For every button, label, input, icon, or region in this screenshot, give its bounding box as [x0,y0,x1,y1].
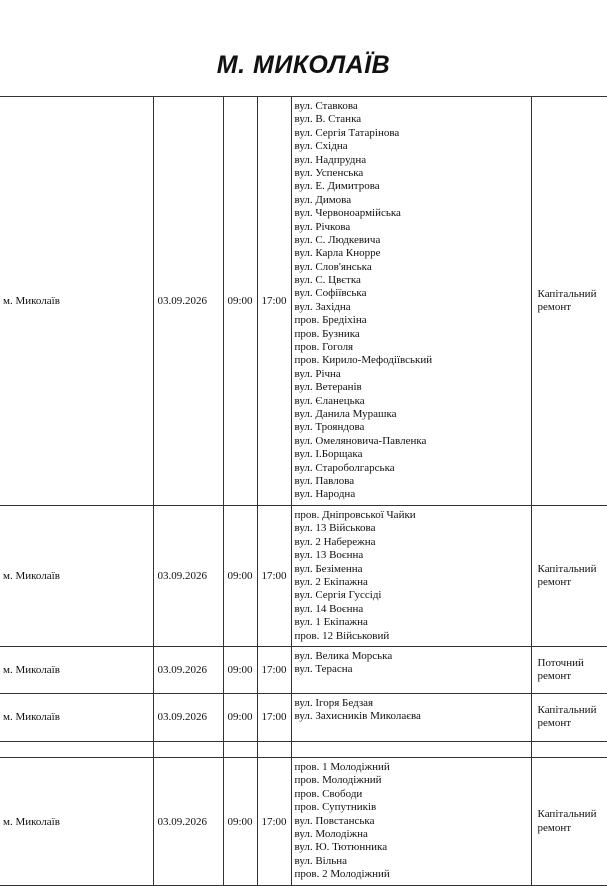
date-cell: 03.09.2026 [153,97,223,506]
start-time-cell: 09:00 [223,693,257,741]
street-item: вул. Східна [294,140,348,153]
streets-cell [291,693,531,741]
empty-cell [0,741,153,757]
street-item: вул. Софіївська [294,287,367,300]
page-title: М. МИКОЛАЇВ [216,51,391,79]
end-time-cell: 17:00 [257,506,291,647]
street-item: вул. Народна [294,488,356,501]
street-item: вул. Терасна [294,663,353,676]
streets-cell [291,646,531,693]
date-cell: 03.09.2026 [153,506,223,647]
start-time-cell: 09:00 [223,97,257,506]
street-item: вул. Захисників Миколаєва [294,710,421,723]
street-item: пров. 1 Молодіжний [294,761,390,773]
city-cell: м. Миколаїв [0,646,153,693]
street-item: вул. С. Цвєтка [294,274,361,287]
street-item: пров. 2 Молодіжний [294,868,390,881]
street-item: вул. 13 Воєнна [294,549,364,562]
street-item: вул. Надпрудна [294,153,367,166]
table-row [0,506,607,647]
city-cell: м. Миколаїв [0,693,153,741]
empty-cell [257,741,291,757]
date-cell: 03.09.2026 [153,646,223,693]
street-item: вул. 14 Воєнна [294,602,364,615]
street-item: пров. 12 Військовий [294,629,390,642]
street-item: пров. Кирило-Мефодіївський [294,354,433,367]
street-item: вул. І.Борщака [294,448,363,461]
streets-cell [291,97,531,506]
street-item: вул. Староболгарська [294,461,395,474]
street-item: вул. Червоноармійська [294,207,401,220]
date-cell: 03.09.2026 [153,693,223,741]
street-item: пров. Свободи [294,787,363,800]
start-time-cell: 09:00 [223,506,257,647]
street-item: вул. 2 Екіпажна [294,575,368,588]
street-item: вул. 2 Набережна [294,535,376,548]
streets-cell [291,506,531,647]
street-item: вул. 1 Екіпажна [294,616,368,629]
table-row [0,693,607,741]
street-item: вул. В. Станка [294,113,362,126]
street-item: вул. Успенська [294,166,364,179]
outage-table-main [0,96,607,758]
street-item: вул. Димова [294,193,352,206]
work-type-cell: Капітальний ремонт [531,758,607,886]
street-item: вул. Повстанська [294,814,375,827]
street-item: вул. Річна [294,367,341,380]
street-item: вул. Єланецька [294,394,365,407]
street-item: вул. Вільна [294,854,347,867]
street-item: пров. Бредіхіна [294,314,367,327]
start-time-cell: 09:00 [223,758,257,886]
end-time-cell: 17:00 [257,758,291,886]
street-item: вул. Ветеранів [294,381,362,394]
street-item: вул. Карла Кнорре [294,247,381,260]
street-item: вул. Велика Морська [294,649,393,662]
city-cell: м. Миколаїв [0,97,153,506]
street-item: вул. Ставкова [294,100,358,112]
street-item: пров. Дніпровської Чайки [294,509,416,521]
street-item: вул. Молодіжна [294,827,368,840]
start-time-cell: 09:00 [223,646,257,693]
end-time-cell: 17:00 [257,646,291,693]
work-type-cell: Капітальний ремонт [531,506,607,647]
table-row [0,758,607,886]
work-type-cell: Поточний ремонт [531,646,607,693]
street-item: вул. Павлова [294,474,355,487]
street-item: вул. 13 Військова [294,522,376,535]
date-cell: 03.09.2026 [153,758,223,886]
street-item: вул. Омеляновича-Павленка [294,434,427,447]
street-item: вул. Трояндова [294,421,365,434]
street-item: вул. Ю. Тютюнника [294,841,388,854]
street-item: вул. Західна [294,300,351,313]
street-item: пров. Гоголя [294,341,354,354]
empty-cell [223,741,257,757]
work-type-cell: Капітальний ремонт [531,693,607,741]
street-item: вул. Сергія Гуссіді [294,589,382,602]
empty-cell [153,741,223,757]
streets-cell [291,758,531,886]
street-item: вул. Сергія Татарінова [294,126,400,139]
end-time-cell: 17:00 [257,97,291,506]
street-item: вул. Слов'янська [294,260,372,273]
street-item: пров. Бузника [294,327,360,340]
end-time-cell: 17:00 [257,693,291,741]
street-item: вул. Данила Мурашка [294,407,397,420]
empty-cell [291,741,531,757]
city-cell: м. Миколаїв [0,758,153,886]
street-item: пров. Молодіжний [294,774,382,787]
street-item: вул. С. Людкевича [294,233,381,246]
table-row [0,97,607,506]
spacer-row [0,741,607,757]
street-item: пров. Супутників [294,801,377,814]
street-item: вул. Е. Димитрова [294,180,380,193]
table-row [0,646,607,693]
empty-cell [531,741,607,757]
street-item: вул. Ігоря Бедзая [294,696,374,709]
street-item: вул. Річкова [294,220,351,233]
street-item: вул. Безіменна [294,562,363,575]
outage-table-continued [0,757,607,886]
work-type-cell: Капітальний ремонт [531,97,607,506]
city-cell: м. Миколаїв [0,506,153,647]
